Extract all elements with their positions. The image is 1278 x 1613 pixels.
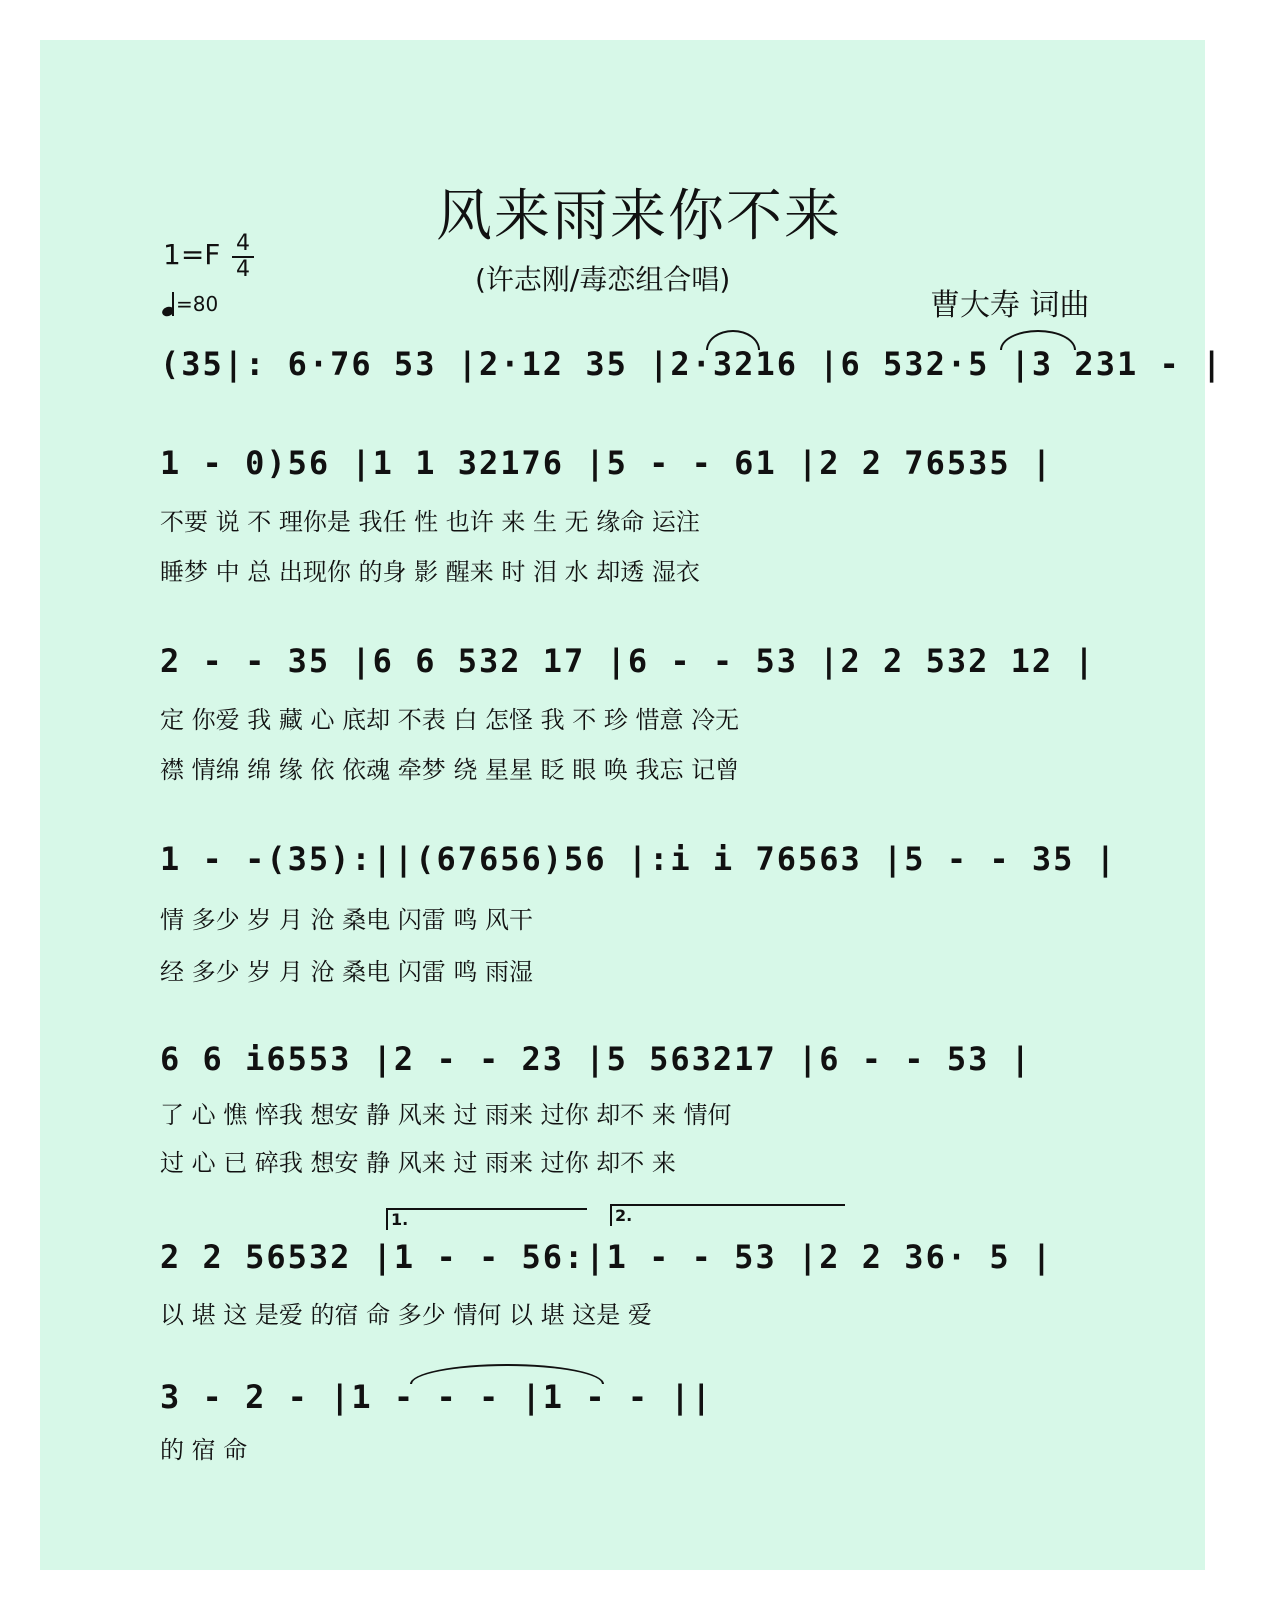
key-signature: 1=F bbox=[163, 238, 221, 271]
volta-2: 2. bbox=[610, 1204, 845, 1226]
lyrics-row-3-verse-2: 襟 情绵 绵 缘 依 依魂 牵梦 绕 星星 眨 眼 唤 我忘 记曾 bbox=[160, 756, 740, 784]
notation-row-1: (35|: 6·76 53 |2·12 35 |2·3216 |6 532·5 |3 231 - | bbox=[160, 345, 1224, 383]
lyrics-row-4-verse-2: 经 多少 岁 月 沧 桑电 闪雷 鸣 雨湿 bbox=[160, 958, 534, 986]
time-signature: 4 4 bbox=[232, 232, 254, 282]
notation-row-4: 1 - -(35):||(67656)56 |:i i 76563 |5 - - 35 | bbox=[160, 840, 1117, 878]
subtitle: (许志刚/毒恋组合唱) bbox=[475, 258, 730, 298]
tempo-mark: =80 bbox=[162, 292, 218, 316]
notation-row-3: 2 - - 35 |6 6 532 17 |6 - - 53 |2 2 532 12 | bbox=[160, 642, 1096, 680]
lyrics-row-7: 的 宿 命 bbox=[160, 1436, 248, 1464]
lyrics-row-2-verse-2: 睡梦 中 总 出现你 的身 影 醒来 时 泪 水 却透 湿衣 bbox=[160, 558, 700, 586]
author-credit: 曹大寿 词曲 bbox=[930, 288, 1090, 323]
notation-row-5: 6 6 i6553 |2 - - 23 |5 563217 |6 - - 53 | bbox=[160, 1040, 1032, 1078]
volta-1: 1. bbox=[386, 1208, 587, 1230]
lyrics-row-6: 以 堪 这 是爱 的宿 命 多少 情何 以 堪 这是 爱 bbox=[160, 1301, 652, 1329]
lyrics-row-5-verse-2: 过 心 已 碎我 想安 静 风来 过 雨来 过你 却不 来 bbox=[160, 1149, 676, 1177]
lyrics-row-2-verse-1: 不要 说 不 理你是 我任 性 也许 来 生 无 缘命 运注 bbox=[160, 508, 700, 536]
notation-row-6: 2 2 56532 |1 - - 56:|1 - - 53 |2 2 36· 5 | bbox=[160, 1238, 1054, 1276]
notation-row-7: 3 - 2 - |1 - - - |1 - - || bbox=[160, 1378, 713, 1416]
lyrics-row-4-verse-1: 情 多少 岁 月 沧 桑电 闪雷 鸣 风干 bbox=[160, 906, 534, 934]
notation-row-2: 1 - 0)56 |1 1 32176 |5 - - 61 |2 2 76535 | bbox=[160, 444, 1054, 482]
lyrics-row-5-verse-1: 了 心 憔 悴我 想安 静 风来 过 雨来 过你 却不 来 情何 bbox=[160, 1101, 732, 1129]
lyrics-row-3-verse-1: 定 你爱 我 藏 心 底却 不表 白 怎怪 我 不 珍 惜意 冷无 bbox=[160, 706, 740, 734]
page-title: 风来雨来你不来 bbox=[436, 184, 842, 249]
